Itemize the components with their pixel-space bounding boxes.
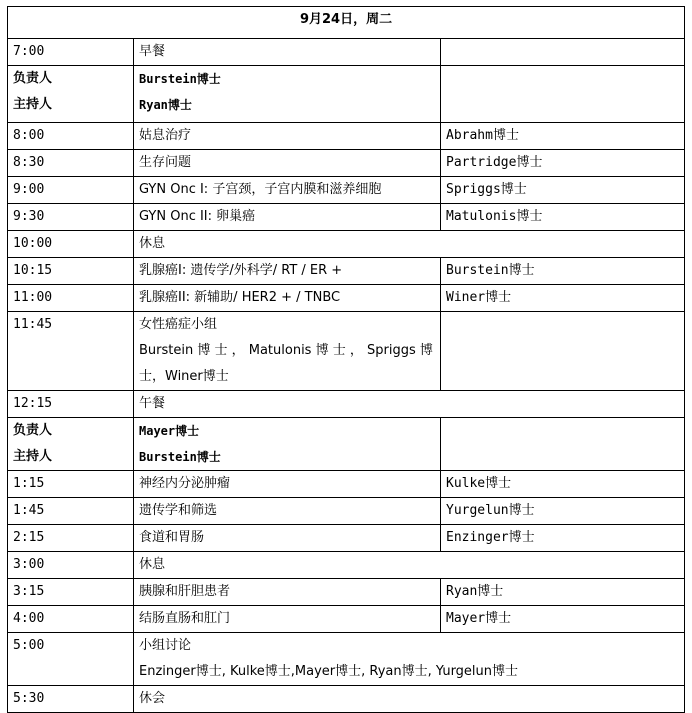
session-cell: 生存问题 [134,150,441,177]
time-cell: 11:00 [8,285,134,312]
table-row [8,150,685,177]
time-cell: 11:45 [8,312,134,391]
table-row [8,39,685,66]
session-cell: 乳腺癌II: 新辅助/ HER2 + / TNBC [134,285,441,312]
table-row [8,606,685,633]
time-cell: 9:00 [8,177,134,204]
title-row [8,7,685,39]
moderator-name: Burstein博士 [139,450,221,464]
time-cell: 3:00 [8,552,134,579]
panel-members-line-2: 士，Winer博士 [139,369,229,384]
time-cell: 9:30 [8,204,134,231]
time-cell: 1:45 [8,498,134,525]
session-cell: 午餐 [134,391,685,418]
speaker-cell: Enzinger博士 [441,525,685,552]
table-row [8,391,685,418]
table-row [8,471,685,498]
schedule-table [7,6,685,713]
empty-cell [441,312,685,391]
time-cell: 1:15 [8,471,134,498]
session-cell: 遗传学和筛选 [134,498,441,525]
chair-row [8,418,685,471]
speaker-cell: Ryan博士 [441,579,685,606]
panel-members-line-1: Enzinger博士, Kulke博士,Mayer博士, Ryan博士, Yurgelun博士 [139,664,519,679]
chair-name: Mayer博士 [139,424,200,438]
session-cell: 结肠直肠和肛门 [134,606,441,633]
session-cell: 胰腺和肝胆患者 [134,579,441,606]
role-moderator: 主持人 [13,449,53,464]
panel-title: 女性癌症小组 [139,317,218,332]
panel-members-line-1: Burstein 博 士 ， Matulonis 博 士 ， Spriggs 博 [139,343,433,358]
time-cell: 2:15 [8,525,134,552]
empty-cell [441,418,685,471]
role-moderator: 主持人 [13,97,53,112]
session-cell: 早餐 [134,39,441,66]
role-responsible: 负责人 [13,423,53,438]
time-cell: 5:30 [8,686,134,713]
table-row [8,525,685,552]
session-cell: 姑息治疗 [134,123,441,150]
chair-name: Burstein博士 [139,72,221,86]
session-cell: 神经内分泌肿瘤 [134,471,441,498]
time-cell: 8:30 [8,150,134,177]
speaker-cell: Mayer博士 [441,606,685,633]
speaker-cell: Spriggs博士 [441,177,685,204]
session-cell: 休息 [134,552,685,579]
panel-row [8,633,685,686]
speaker-cell: Matulonis博士 [441,204,685,231]
time-cell: 8:00 [8,123,134,150]
table-row [8,177,685,204]
table-row [8,204,685,231]
time-cell: 4:00 [8,606,134,633]
moderator-name: Ryan博士 [139,98,192,112]
chair-names-cell [134,418,441,471]
session-cell: 乳腺癌I: 遗传学/外科学/ RT / ER + [134,258,441,285]
role-cell [8,418,134,471]
empty-cell [441,66,685,123]
session-cell: GYN Onc I: 子宫颈，子宫内膜和滋养细胞 [134,177,441,204]
table-row [8,579,685,606]
session-cell: 休会 [134,686,685,713]
speaker-cell: Abrahm博士 [441,123,685,150]
time-cell: 10:15 [8,258,134,285]
table-row [8,123,685,150]
role-responsible: 负责人 [13,71,53,86]
speaker-cell: Kulke博士 [441,471,685,498]
speaker-cell: Yurgelun博士 [441,498,685,525]
table-row [8,686,685,713]
session-cell [134,633,685,686]
time-cell: 10:00 [8,231,134,258]
speaker-cell: Winer博士 [441,285,685,312]
time-cell: 5:00 [8,633,134,686]
panel-row [8,312,685,391]
table-row [8,258,685,285]
panel-title: 小组讨论 [139,638,192,653]
table-row [8,285,685,312]
speaker-cell: Partridge博士 [441,150,685,177]
session-cell: GYN Onc II: 卵巢癌 [134,204,441,231]
time-cell: 3:15 [8,579,134,606]
speaker-cell [441,39,685,66]
table-row [8,552,685,579]
session-cell [134,312,441,391]
chair-names-cell [134,66,441,123]
speaker-cell: Burstein博士 [441,258,685,285]
table-row [8,231,685,258]
session-cell: 休息 [134,231,685,258]
page-title: 9月24日，周二 [8,7,685,39]
time-cell: 12:15 [8,391,134,418]
chair-row [8,66,685,123]
table-row [8,498,685,525]
session-cell: 食道和胃肠 [134,525,441,552]
role-cell [8,66,134,123]
time-cell: 7:00 [8,39,134,66]
